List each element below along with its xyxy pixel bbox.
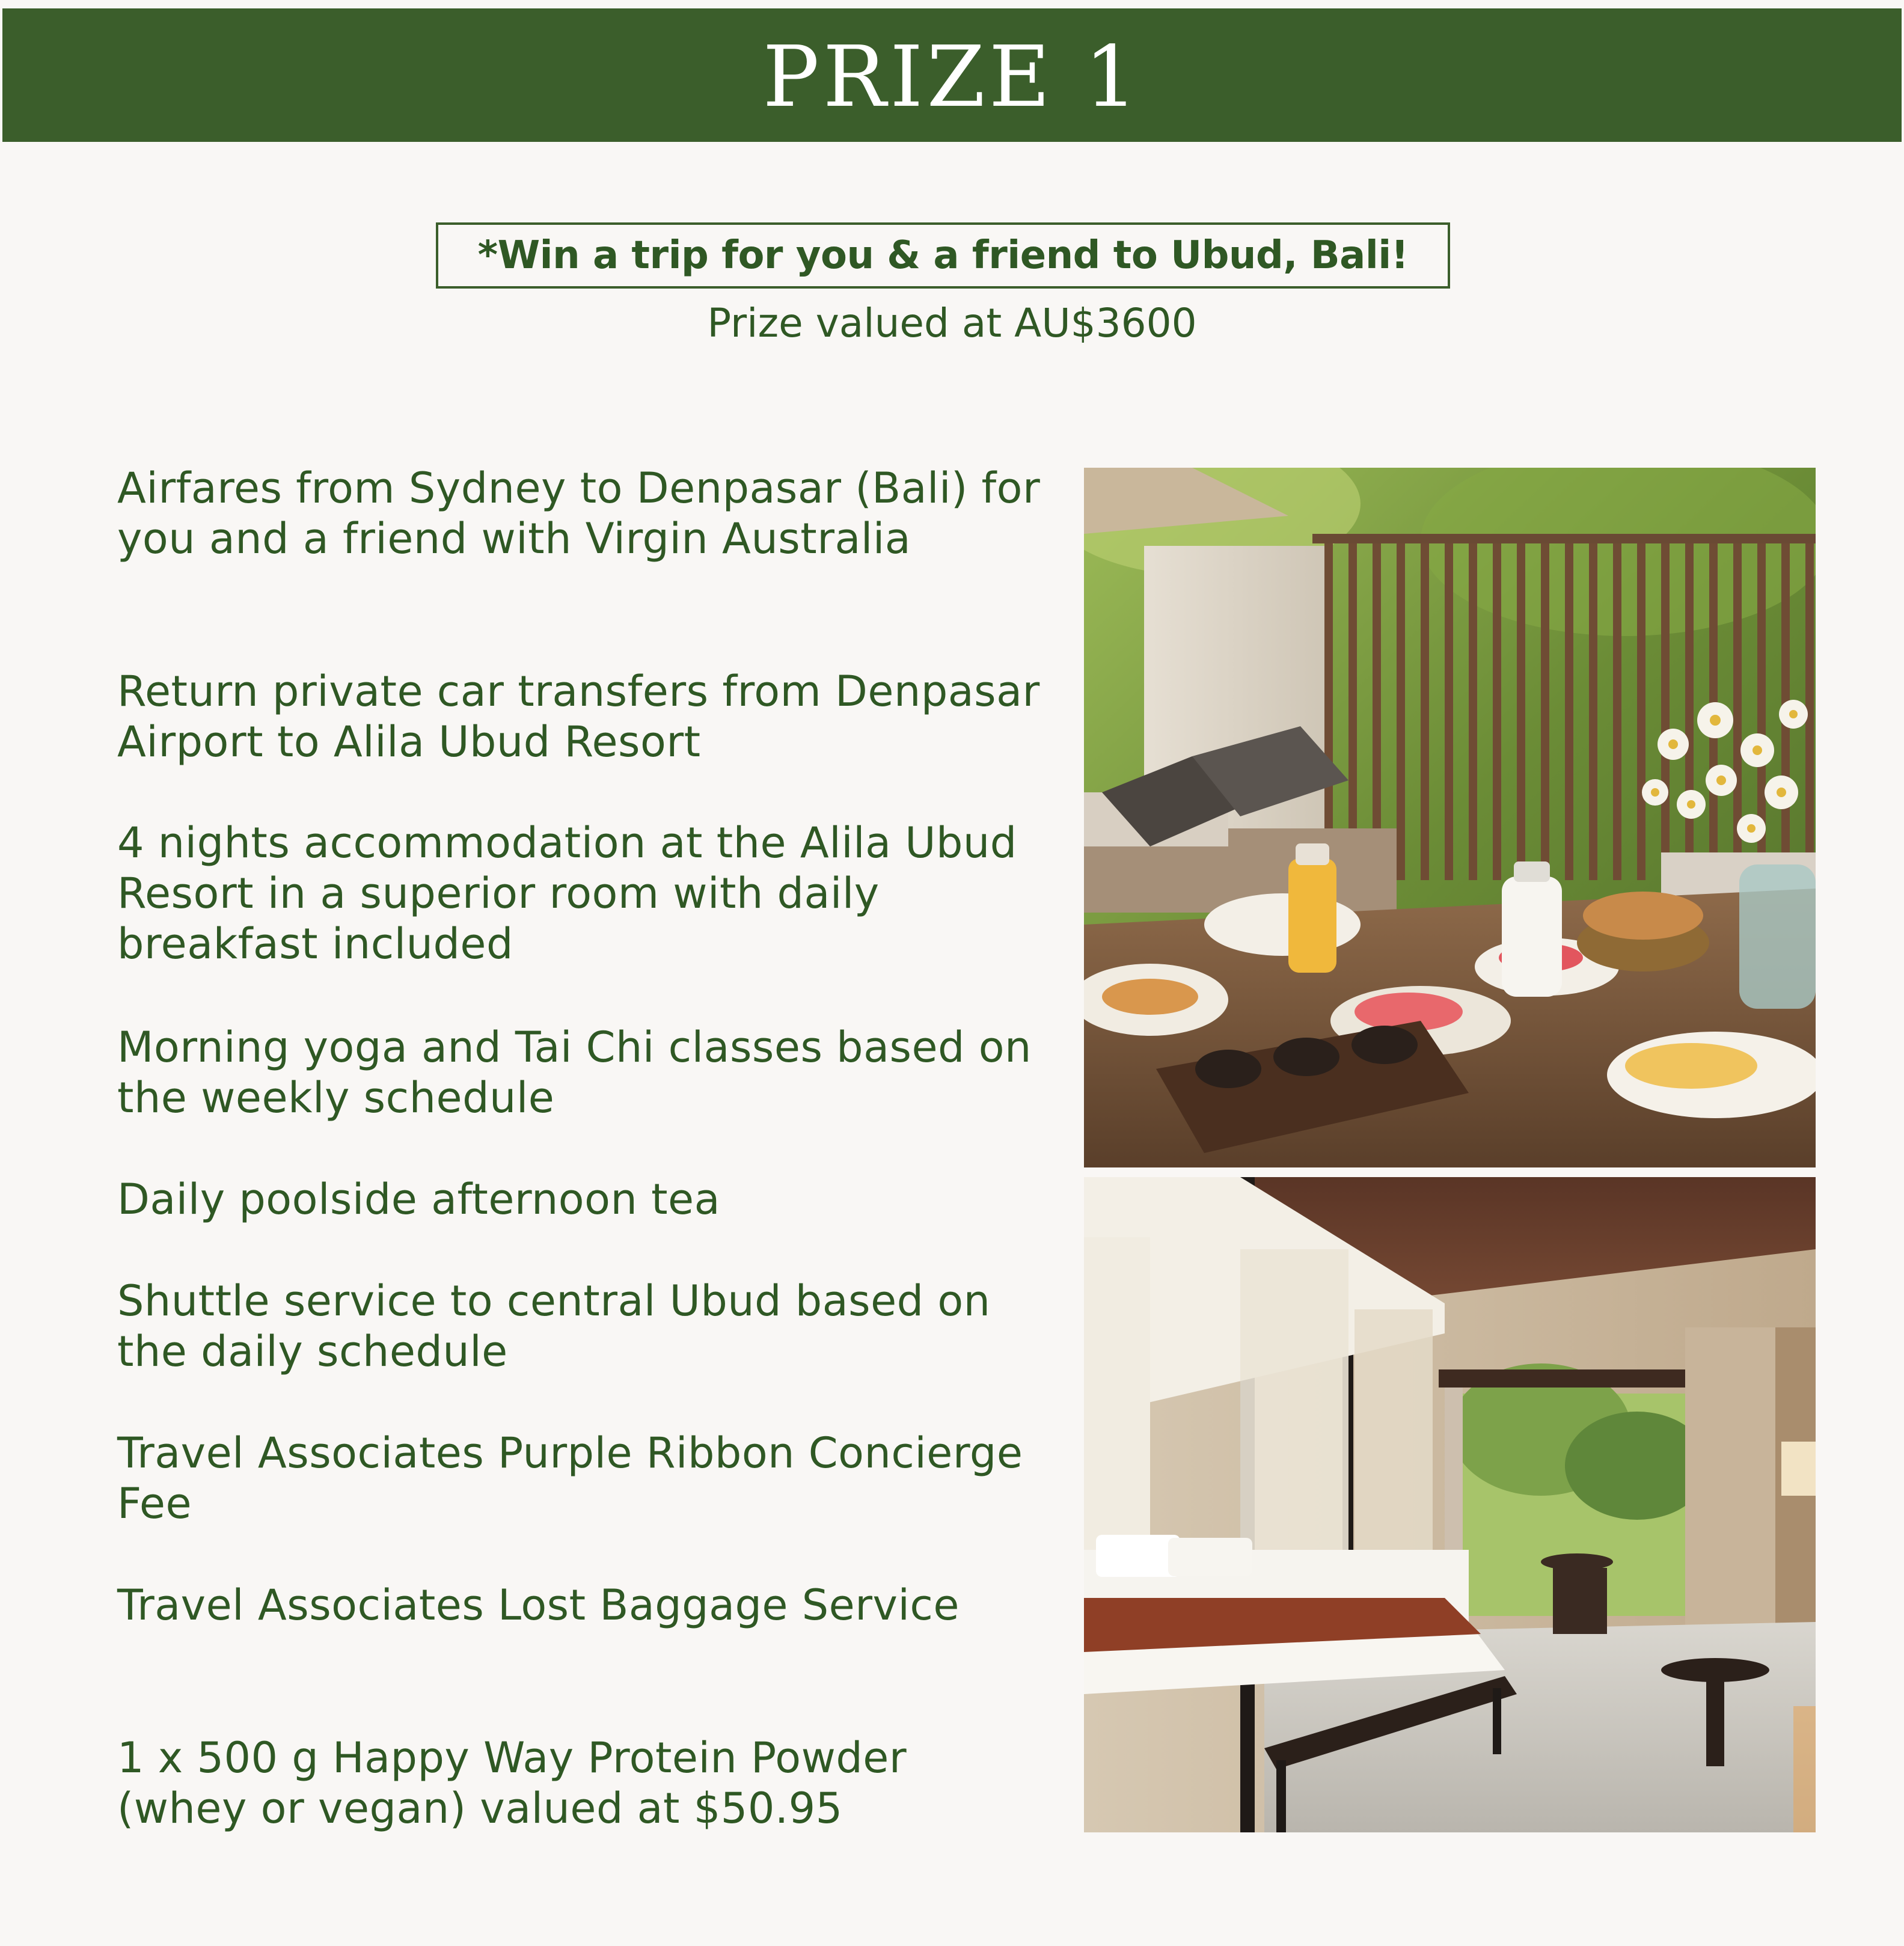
breakfast-balcony-illustration	[1084, 468, 1816, 1167]
headline-text: *Win a trip for you & a friend to Ubud, Bali!	[477, 233, 1409, 278]
bedroom-photo	[1084, 1177, 1816, 1832]
prize-item-lost-baggage: Travel Associates Lost Baggage Service	[117, 1580, 960, 1630]
header-bar	[2, 8, 1902, 142]
prize-item-accommodation: 4 nights accommodation at the Alila Ubud Resort in a superior room with daily breakfast included	[117, 818, 1017, 968]
prize-value-text: Prize valued at AU$3600	[707, 300, 1197, 346]
breakfast-balcony-photo	[1084, 468, 1816, 1167]
prize-item-yoga-classes: Morning yoga and Tai Chi classes based on the weekly schedule	[117, 1023, 1032, 1122]
prize-item-car-transfers: Return private car transfers from Denpasar Airport to Alila Ubud Resort	[117, 667, 1040, 766]
headline-box	[436, 222, 1450, 289]
prize-item-protein-powder: 1 x 500 g Happy Way Protein Powder (whey or vegan) valued at $50.95	[117, 1733, 907, 1833]
bedroom-illustration	[1084, 1177, 1816, 1832]
page-title: PRIZE 1	[762, 28, 1142, 126]
prize-item-shuttle: Shuttle service to central Ubud based on the daily schedule	[117, 1276, 991, 1376]
prize-item-airfares: Airfares from Sydney to Denpasar (Bali) for you and a friend with Virgin Australia	[117, 464, 1041, 563]
prize-item-concierge-fee: Travel Associates Purple Ribbon Concierge Fee	[117, 1428, 1023, 1528]
prize-item-afternoon-tea: Daily poolside afternoon tea	[117, 1175, 720, 1224]
